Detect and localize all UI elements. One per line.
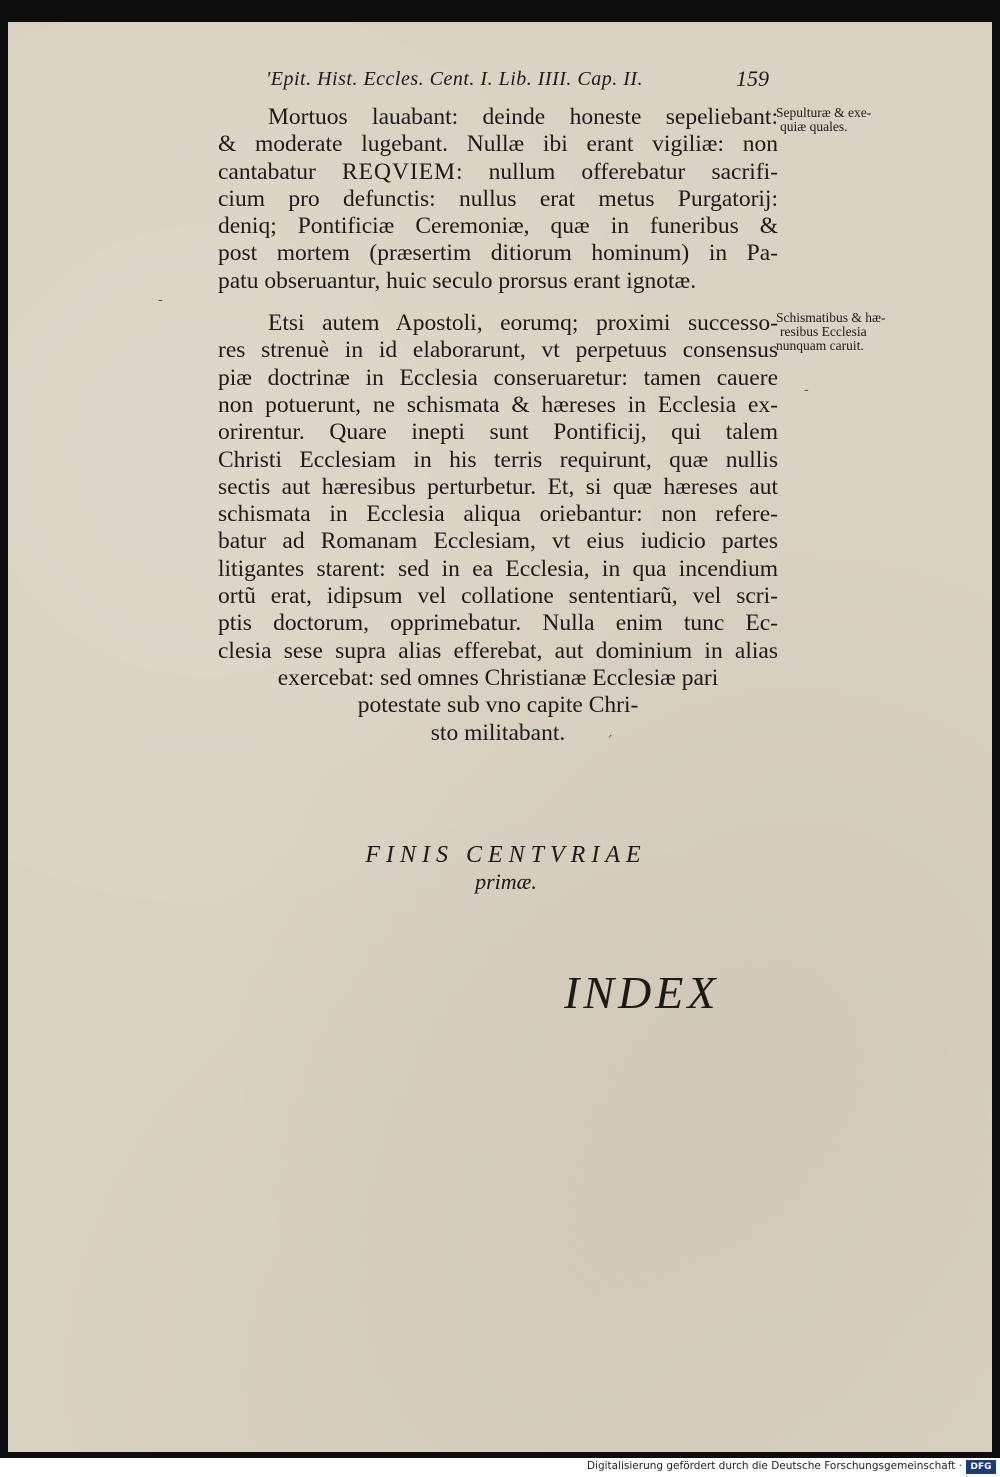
text-line: clesia sese supra alias efferebat, aut dominium in alias <box>218 637 778 664</box>
text-line: Mortuos lauabant: deinde honeste sepeliebant: <box>268 104 778 130</box>
dfg-logo: DFG <box>966 1460 996 1474</box>
text-line: res strenuè in id elaborarunt, vt perpetuus consensus <box>218 337 778 364</box>
requiem-word: REQVIEM <box>341 158 457 185</box>
text-line: patu obseruantur, huic seculo prorsus erant ignotæ. <box>218 267 697 294</box>
text-line: ortũ erat, idipsum vel collatione sententiarũ, vel scri- <box>218 583 778 610</box>
book-page <box>8 22 992 1452</box>
text-line: potestate sub vno capite Chri- <box>357 692 639 719</box>
text-line: cantabatur REQVIEM: nullum offerebatur sacrifi- <box>218 158 779 185</box>
text-line: litigantes starent: sed in ea Ecclesia, in qua incendium <box>218 555 778 582</box>
text-line: exercebat: sed omnes Christianæ Ecclesiæ pari <box>277 664 719 691</box>
finis-line-2: primæ. <box>475 869 537 894</box>
text-line: Etsi autem Apostoli, eorumq; proximi successo- <box>268 310 778 337</box>
text-line: Christi Ecclesiam in his terris requirunt, quæ nullis <box>218 446 778 473</box>
ink-speck: - <box>804 382 809 398</box>
text-line: ptis doctorum, opprimebatur. Nulla enim tunc Ec- <box>218 610 778 637</box>
text-line: sto militabant. <box>430 719 566 746</box>
running-title: 'Epit. Hist. Eccles. Cent. I. Lib. IIII. Cap. II. <box>266 68 644 90</box>
text-line: & moderate lugebant. Nullæ ibi erant vigiliæ: non <box>218 131 778 158</box>
text-line: sectis aut hæresibus perturbetur. Et, si quæ hæreses aut <box>218 473 778 500</box>
text-line: post mortem (præsertim ditiorum hominum) in Pa- <box>218 240 778 267</box>
text-line: orirentur. Quare inepti sunt Pontificij, qui talem <box>218 419 778 446</box>
text-line: cium pro defunctis: nullus erat metus Purgatorij: <box>218 185 778 212</box>
finis-line-1: FINIS CENTVRIAE <box>365 842 647 868</box>
marginal-note-burial: Sepulturæ & exe- quiæ quales. <box>776 105 872 134</box>
index-heading: INDEX <box>564 967 720 1018</box>
text-line: deniq; Pontificiæ Ceremoniæ, quæ in funeribus & <box>218 213 778 240</box>
footer-credit: Digitalisierung gefördert durch die Deutsche Forschungsgemeinschaft · <box>586 1460 962 1472</box>
paragraph-2 <box>218 310 778 747</box>
text-line: schismata in Ecclesia aliqua oriebantur: non refere- <box>218 501 778 528</box>
text-line: batur ad Romanam Ecclesiam, vt eius iudicio partes <box>218 528 778 555</box>
page-number: 159 <box>736 66 769 91</box>
finis-centuriae <box>336 842 676 895</box>
marginal-note-schisms: Schismatibus & hæ- resibus Ecclesia nunquam caruit. <box>776 310 886 353</box>
ink-speck: - <box>158 292 163 308</box>
digitization-footer <box>0 1458 1000 1477</box>
text-line: piæ doctrinæ in Ecclesia conseruaretur: tamen cauere <box>218 364 778 391</box>
ink-speck: ´ <box>606 734 613 750</box>
main-text <box>218 104 778 747</box>
paragraph-1 <box>218 104 778 295</box>
text-line: non potuerunt, ne schismata & hæreses in Ecclesia ex- <box>218 391 778 418</box>
